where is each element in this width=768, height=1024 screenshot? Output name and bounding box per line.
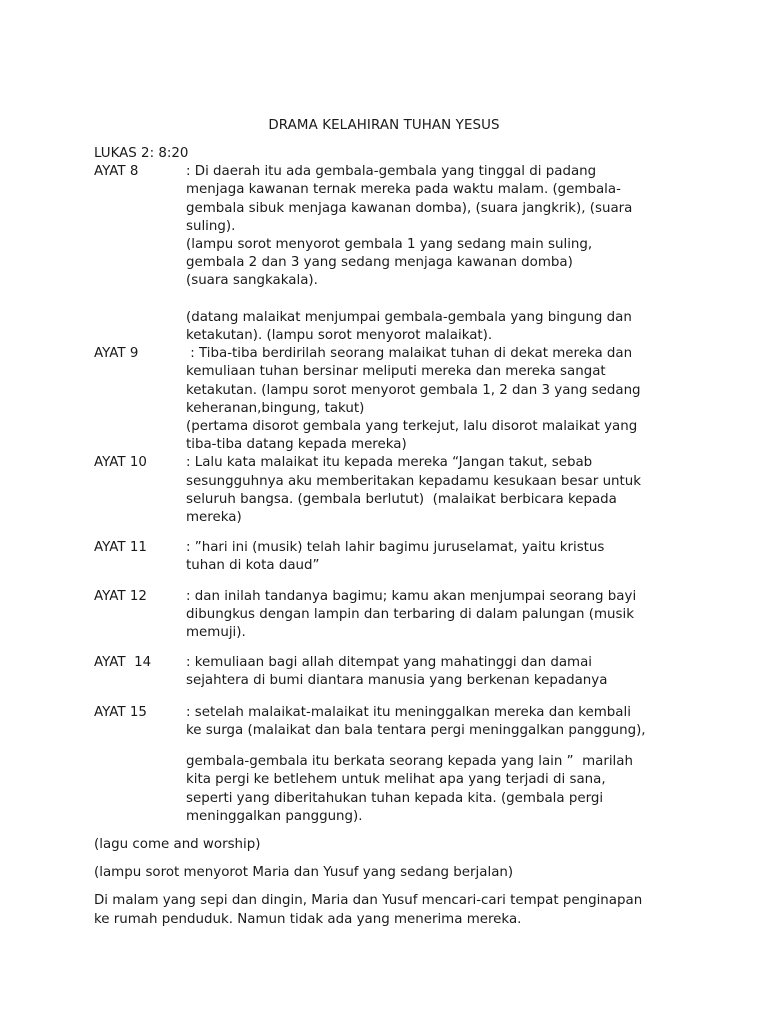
verse-line: memuji). bbox=[186, 625, 246, 641]
spacer bbox=[94, 826, 694, 836]
spacer bbox=[94, 882, 694, 892]
spacer bbox=[94, 740, 694, 753]
verse-text bbox=[186, 163, 694, 345]
verse-text bbox=[186, 588, 694, 643]
verse-line: : setelah malaikat-malaikat itu meninggalkan mereka dan kembali bbox=[186, 704, 631, 720]
verse-line: meninggalkan panggung). bbox=[186, 808, 363, 824]
verse-line: (lampu sorot menyorot gembala 1 yang sedang main suling, bbox=[186, 237, 593, 253]
verse-14 bbox=[94, 654, 694, 690]
verse-line: gembala sibuk menjaga kawanan domba), (suara jangkrik), (suara bbox=[186, 200, 633, 216]
verse-11 bbox=[94, 539, 694, 575]
spacer bbox=[94, 642, 694, 654]
verse-line: seperti yang diberitahukan tuhan kepada kita. (gembala pergi bbox=[186, 790, 604, 806]
verse-text bbox=[186, 753, 694, 826]
verse-line: : Di daerah itu ada gembala-gembala yang tinggal di padang bbox=[186, 164, 597, 180]
verse-line: ke surga (malaikat dan bala tentara pergi meninggalkan panggung), bbox=[186, 722, 646, 738]
spacer bbox=[94, 527, 694, 539]
narration-line: ke rumah penduduk. Namun tidak ada yang menerima mereka. bbox=[94, 911, 522, 927]
document-body bbox=[94, 145, 694, 929]
verse-line: dibungkus dengan lampin dan terbaring di dalam palungan (musik bbox=[186, 606, 634, 622]
verse-line: ketakutan). (lampu sorot menyorot malaikat). bbox=[186, 328, 493, 344]
verse-line: ketakutan. (lampu sorot menyorot gembala 1, 2 dan 3 yang sedang bbox=[186, 382, 641, 398]
song-direction: (lagu come and worship) bbox=[94, 836, 261, 852]
verse-label: AYAT 9 bbox=[94, 346, 139, 362]
verse-text bbox=[186, 454, 694, 527]
verse-line: tuhan di kota daud” bbox=[186, 558, 320, 574]
verse-line: : Tiba-tiba berdirilah seorang malaikat tuhan di dekat mereka dan bbox=[186, 346, 633, 362]
verse-text bbox=[186, 704, 694, 740]
verse-text bbox=[186, 654, 694, 690]
verse-line: : dan inilah tandanya bagimu; kamu akan menjumpai seorang bayi bbox=[186, 588, 637, 604]
verse-line: kita pergi ke betlehem untuk melihat apa yang terjadi di sana, bbox=[186, 772, 606, 788]
spotlight-direction: (lampu sorot menyorot Maria dan Yusuf yang sedang berjalan) bbox=[94, 865, 514, 881]
verse-line: : ”hari ini (musik) telah lahir bagimu juruselamat, yaitu kristus bbox=[186, 540, 605, 556]
verse-line: mereka) bbox=[186, 510, 242, 526]
verse-10 bbox=[94, 454, 694, 527]
verse-15-continuation bbox=[94, 753, 694, 826]
verse-line: (datang malaikat menjumpai gembala-gembala yang bingung dan bbox=[186, 309, 632, 325]
verse-line: sejahtera di bumi diantara manusia yang berkenan kepadanya bbox=[186, 673, 608, 689]
verse-line bbox=[186, 291, 694, 309]
verse-line: tiba-tiba datang kepada mereka) bbox=[186, 437, 407, 453]
verse-15 bbox=[94, 704, 694, 740]
verse-line: gembala 2 dan 3 yang sedang menjaga kawanan domba) bbox=[186, 255, 573, 271]
verse-9 bbox=[94, 345, 694, 454]
spacer bbox=[94, 576, 694, 588]
verse-line: (pertama disorot gembala yang terkejut, lalu disorot malaikat yang bbox=[186, 419, 638, 435]
verse-text bbox=[186, 539, 694, 575]
verse-line: : kemuliaan bagi allah ditempat yang mahatinggi dan damai bbox=[186, 655, 593, 671]
verse-label: AYAT 8 bbox=[94, 164, 139, 180]
verse-line: seluruh bangsa. (gembala berlutut) (malaikat berbicara kepada bbox=[186, 491, 617, 507]
spacer bbox=[94, 854, 694, 864]
scripture-reference: LUKAS 2: 8:20 bbox=[94, 146, 189, 161]
spacer bbox=[94, 691, 694, 704]
narration-line: Di malam yang sepi dan dingin, Maria dan Yusuf mencari-cari tempat penginapan bbox=[94, 893, 643, 909]
verse-line: suling). bbox=[186, 218, 236, 234]
verse-label: AYAT 12 bbox=[94, 588, 147, 604]
verse-line: keheranan,bingung, takut) bbox=[186, 400, 365, 416]
document-title: DRAMA KELAHIRAN TUHAN YESUS bbox=[268, 118, 500, 133]
verse-label: AYAT 15 bbox=[94, 704, 147, 720]
verse-line: menjaga kawanan ternak mereka pada waktu malam. (gembala- bbox=[186, 182, 621, 198]
verse-label: AYAT 14 bbox=[94, 655, 152, 671]
verse-line: kemuliaan tuhan bersinar meliputi mereka dan mereka sangat bbox=[186, 364, 606, 380]
verse-8 bbox=[94, 163, 694, 345]
verse-12 bbox=[94, 588, 694, 643]
verse-label bbox=[94, 753, 186, 826]
verse-label: AYAT 11 bbox=[94, 540, 147, 556]
verse-line: gembala-gembala itu berkata seorang kepada yang lain ” marilah bbox=[186, 754, 633, 770]
verse-text bbox=[186, 345, 694, 454]
verse-label: AYAT 10 bbox=[94, 455, 147, 471]
verse-line: (suara sangkakala). bbox=[186, 273, 318, 289]
verse-line: sesungguhnya aku memberitakan kepadamu kesukaan besar untuk bbox=[186, 473, 642, 489]
verse-line: : Lalu kata malaikat itu kepada mereka “Jangan takut, sebab bbox=[186, 455, 593, 471]
